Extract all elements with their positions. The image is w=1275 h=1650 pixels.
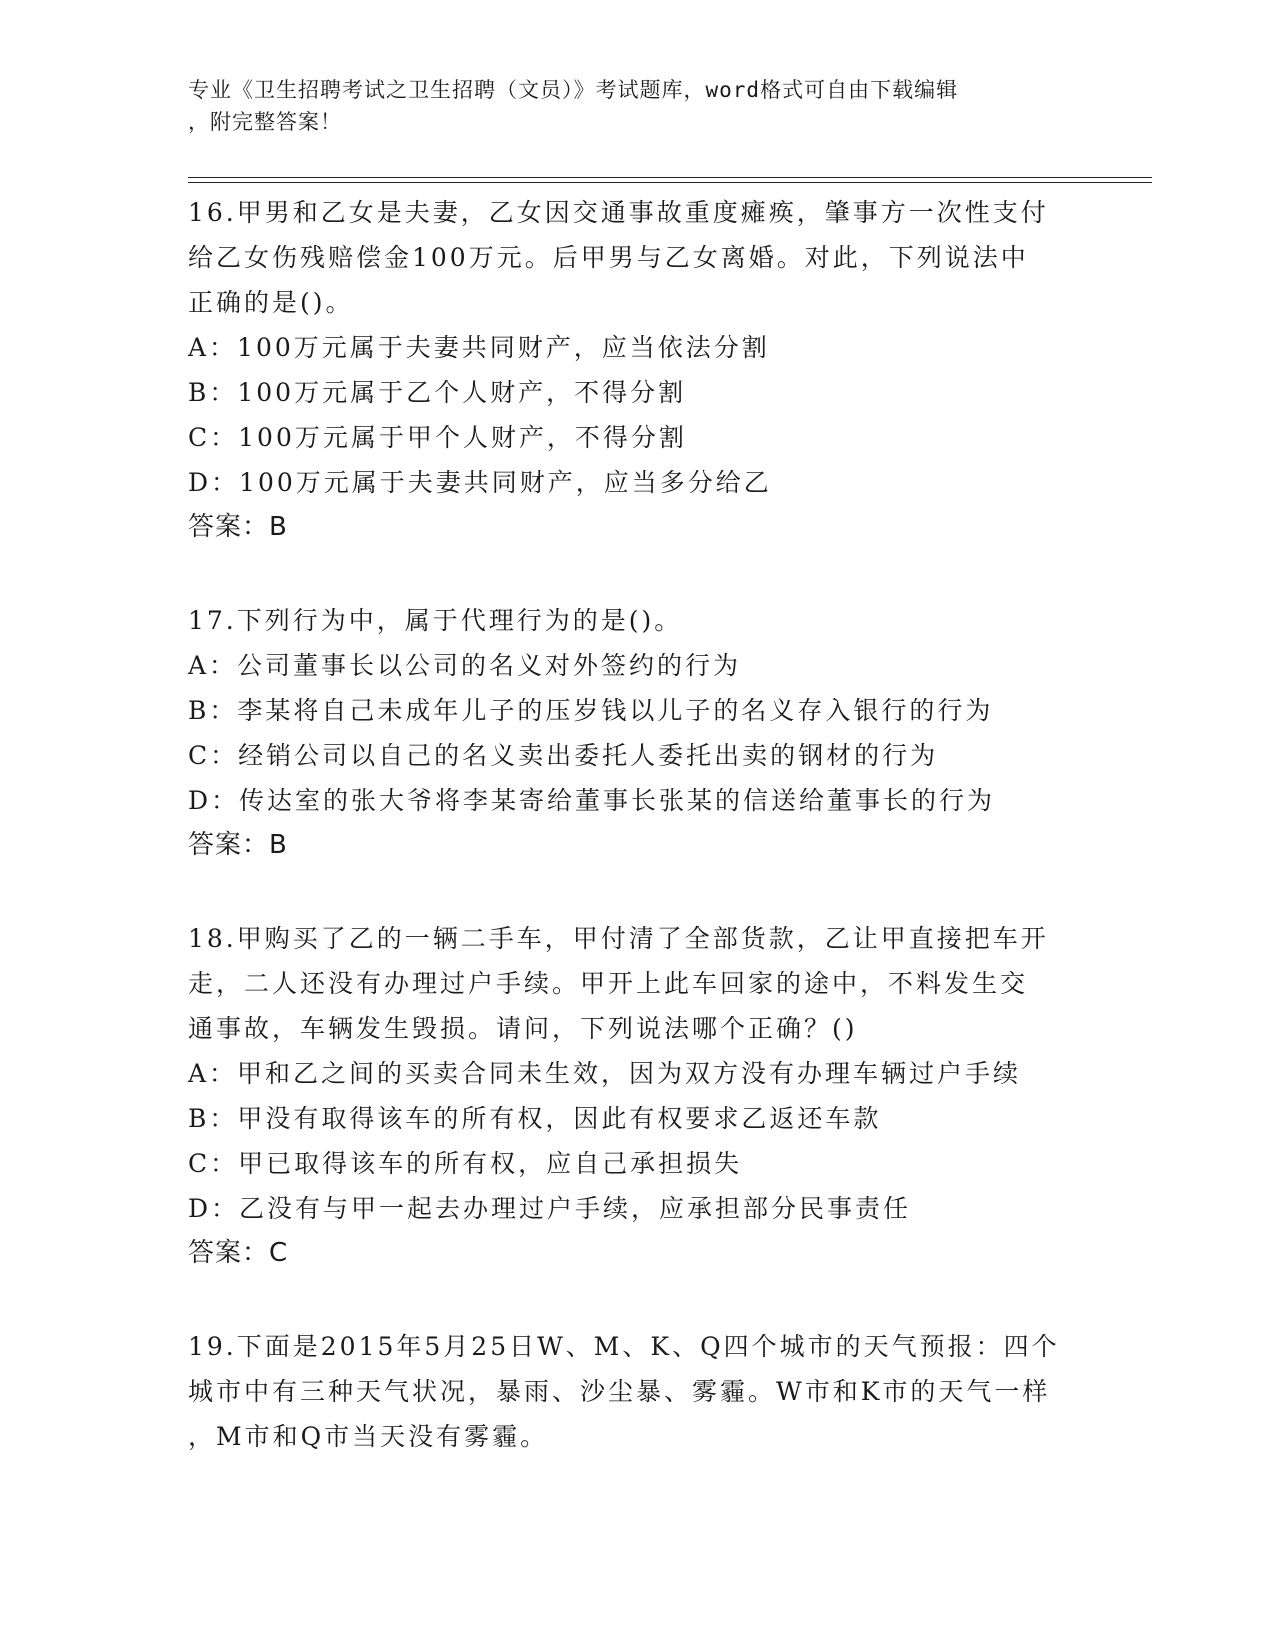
option-c: C：经销公司以自己的名义卖出委托人委托出卖的钢材的行为 <box>188 741 939 770</box>
answer-line: 答案：B <box>188 512 288 542</box>
question-stem-line: 通事故，车辆发生毁损。请问，下列说法哪个正确？() <box>188 1014 858 1043</box>
question-stem-line: 正确的是()。 <box>188 288 354 317</box>
question-stem-line: ，M市和Q市当天没有雾霾。 <box>188 1422 549 1451</box>
question-19 <box>188 1324 1108 1459</box>
header-line-1: 专业《卫生招聘考试之卫生招聘（文员）》考试题库，word格式可自由下载编辑 <box>188 78 959 102</box>
option-a: A：100万元属于夫妻共同财产，应当依法分割 <box>188 333 770 362</box>
header-divider-bottom <box>188 182 1152 183</box>
option-b: B：甲没有取得该车的所有权，因此有权要求乙返还车款 <box>188 1104 882 1133</box>
question-stem-line: 19.下面是2015年5月25日W、M、K、Q四个城市的天气预报：四个 <box>188 1332 1060 1361</box>
option-d: D：传达室的张大爷将李某寄给董事长张某的信送给董事长的行为 <box>188 786 996 815</box>
option-b: B：李某将自己未成年儿子的压岁钱以儿子的名义存入银行的行为 <box>188 696 994 725</box>
header-line-2: ，附完整答案！ <box>188 110 342 134</box>
question-16 <box>188 190 1108 550</box>
option-d: D：100万元属于夫妻共同财产，应当多分给乙 <box>188 468 772 497</box>
option-a: A：公司董事长以公司的名义对外签约的行为 <box>188 651 742 680</box>
question-list <box>188 190 1108 1507</box>
option-c: C：100万元属于甲个人财产，不得分割 <box>188 423 687 452</box>
question-18 <box>188 916 1108 1276</box>
answer-line: 答案：C <box>188 1238 289 1268</box>
option-d: D：乙没有与甲一起去办理过户手续，应承担部分民事责任 <box>188 1194 912 1223</box>
document-header <box>188 74 1068 138</box>
question-stem-line: 走，二人还没有办理过户手续。甲开上此车回家的途中，不料发生交 <box>188 969 1029 998</box>
question-stem-line: 城市中有三种天气状况，暴雨、沙尘暴、雾霾。W市和K市的天气一样 <box>188 1377 1051 1406</box>
header-divider-top <box>188 177 1152 178</box>
question-stem-line: 17.下列行为中，属于代理行为的是()。 <box>188 606 683 635</box>
question-stem-line: 18.甲购买了乙的一辆二手车，甲付清了全部货款，乙让甲直接把车开 <box>188 924 1049 953</box>
question-stem-line: 16.甲男和乙女是夫妻，乙女因交通事故重度瘫痪，肇事方一次性支付 <box>188 198 1049 227</box>
option-a: A：甲和乙之间的买卖合同未生效，因为双方没有办理车辆过户手续 <box>188 1059 1022 1088</box>
question-17 <box>188 598 1108 868</box>
option-c: C：甲已取得该车的所有权，应自己承担损失 <box>188 1149 743 1178</box>
question-stem-line: 给乙女伤残赔偿金100万元。后甲男与乙女离婚。对此，下列说法中 <box>188 243 1029 272</box>
option-b: B：100万元属于乙个人财产，不得分割 <box>188 378 687 407</box>
answer-line: 答案：B <box>188 830 288 860</box>
